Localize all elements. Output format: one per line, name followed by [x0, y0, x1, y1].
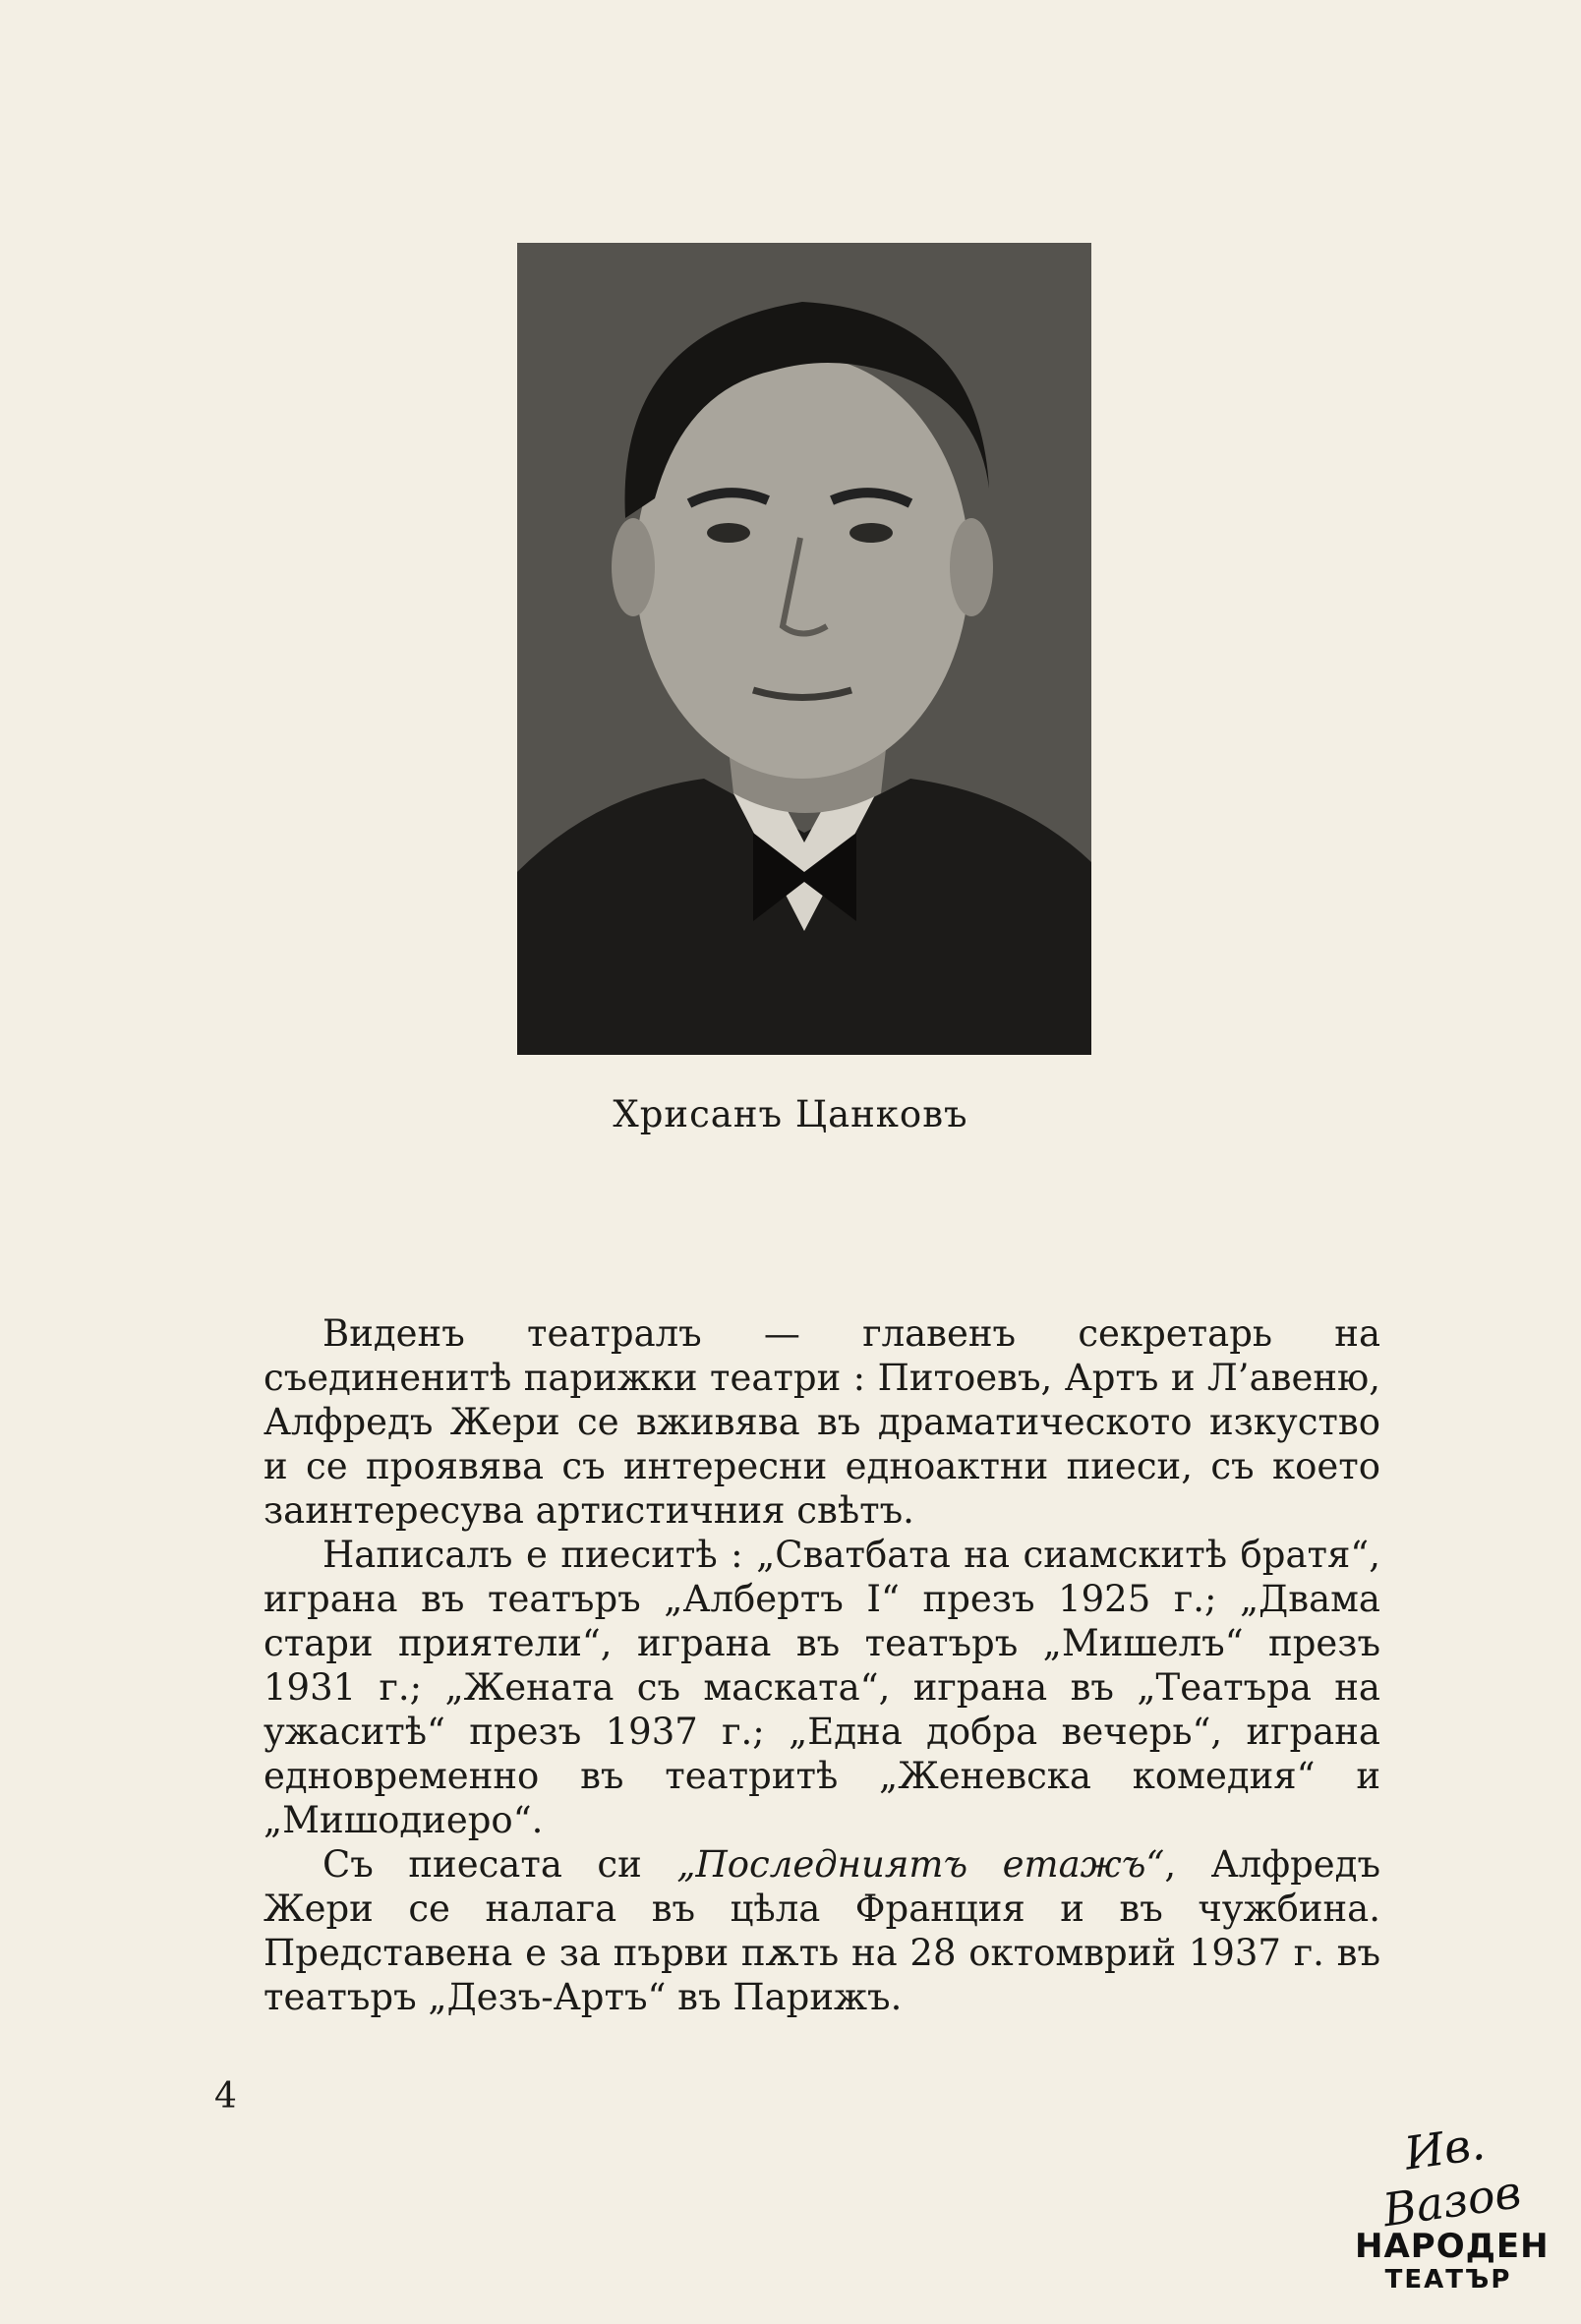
play-title: „Последниятъ етажъ“	[676, 1843, 1165, 1886]
stamp-line-2: ТЕАТЪР	[1384, 2265, 1512, 2295]
portrait-image	[517, 243, 1091, 1055]
paragraph-3	[264, 1842, 1380, 2019]
body-text	[264, 1311, 1380, 2019]
photo-caption: Хрисанъ Цанковъ	[613, 1093, 968, 1135]
paragraph-1: Виденъ театралъ — главенъ секретарь на съединенитѣ парижки театри : Питоевъ, Артъ и Л’авеню, Алфредъ Жери се вживява въ драматическото изкуство и се проявява съ интересни едноактни пиеси, съ което заинтересува артистичния свѣтъ.	[264, 1312, 1380, 1532]
theatre-stamp	[1355, 2116, 1550, 2295]
paragraph-3-post: , Алфредъ Жери се налага въ цѣла Франция и въ чужбина. Представена е за първи пѫть на 28 октомврий 1937 г. въ театъръ „Дезъ-Артъ“ въ Парижъ.	[264, 1843, 1380, 2018]
stamp-line-1: НАРОДЕН	[1355, 2227, 1550, 2266]
portrait-photo	[517, 243, 1091, 1055]
paragraph-3-pre: Съ пиесата си	[322, 1843, 677, 1886]
stamp-signature: Ив. Вазов	[1379, 2116, 1525, 2237]
page-number: 4	[214, 2076, 237, 2117]
paragraph-2: Написалъ е пиеситѣ : „Сватбата на сиамскитѣ братя“, играна въ театъръ „Албертъ I“ презъ 1925 г.; „Двама стари приятели“, играна въ театъръ „Мишелъ“ презъ 1931 г.; „Жената съ маската“, играна въ „Театъра на ужаситѣ“ презъ 1937 г.; „Една добра вечерь“, играна едновременно въ театритѣ „Женевска комедия“ и „Мишодиеро“.	[264, 1534, 1380, 1841]
